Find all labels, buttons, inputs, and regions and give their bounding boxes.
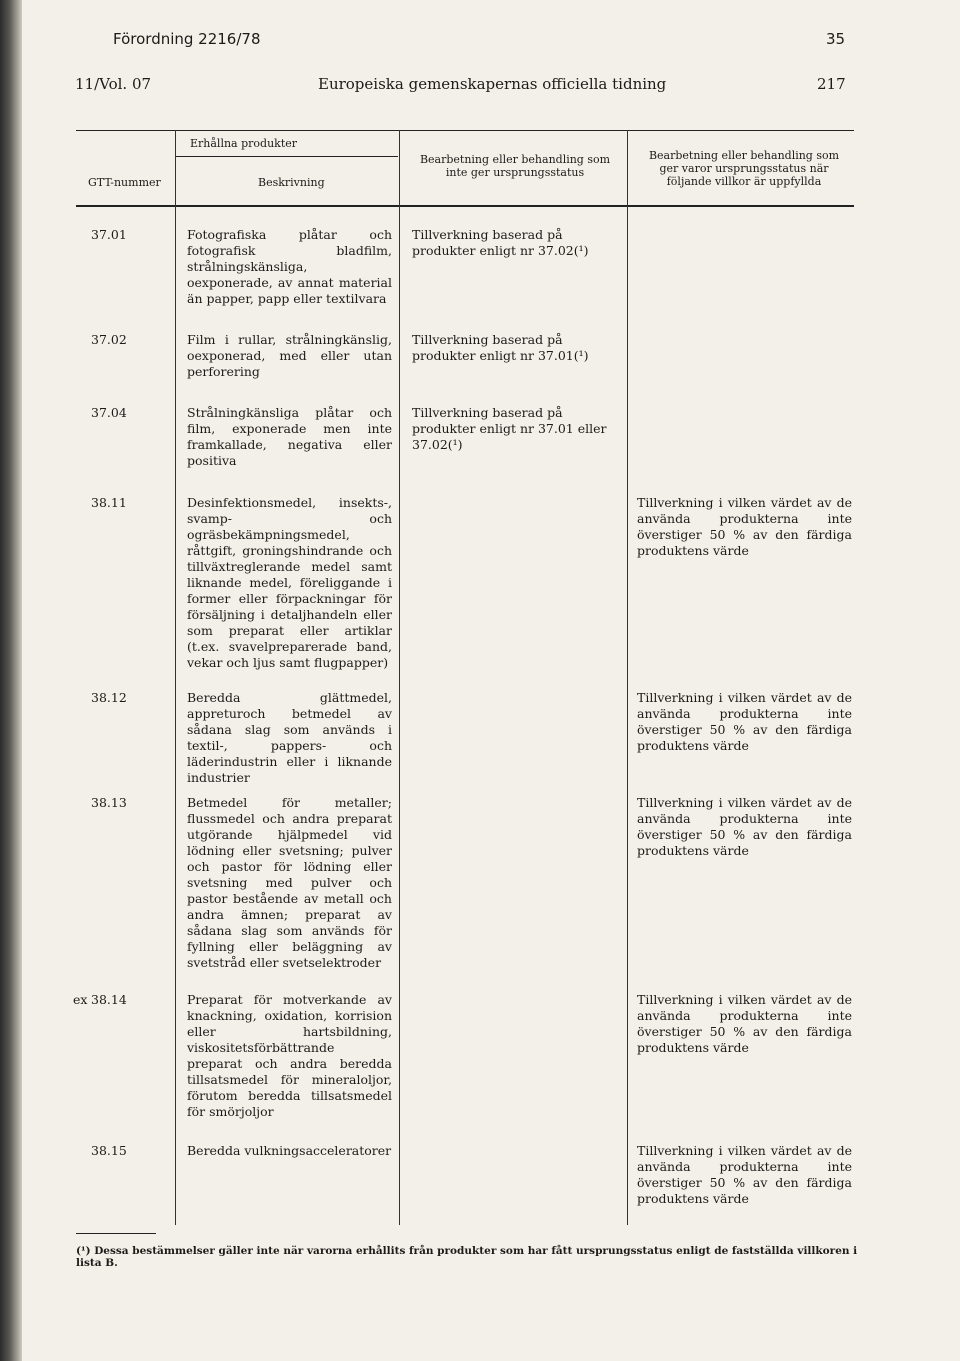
row-description: Betmedel för metaller; flussmedel och andra preparat utgörande hjälpmedel vid lödning eller svetsning; pulver och pastor för lödning eller svetsning med pulver och pastor bestående av metall och andra ämnen; preparat av sådana slag som används för fyllning eller beläggning av svetstråd eller svetselektroder — [187, 795, 392, 970]
footnote: (¹) Dessa bestämmelser gäller inte när varorna erhållits från produkter som har fått ursprungsstatus enligt de fastställda villkoren i lista B. — [76, 1245, 858, 1269]
row-col4: Tillverkning i vilken värdet av de använda produkterna inte överstiger 50 % av den färdiga produktens värde — [637, 690, 852, 753]
column-rule-2 — [399, 130, 400, 1225]
header-rule-top — [76, 130, 854, 131]
row-description: Fotografiska plåtar och fotografisk bladfilm, strålningskänsliga, oexponerade, av annat material än papper, papp eller textilvara — [187, 227, 392, 306]
row-description: Preparat för motverkande av knackning, oxidation, korrision eller hartsbildning, viskositetsförbättrande preparat och andra beredda tillsatsmedel för mineraloljor, förutom beredda tillsatsmedel för smörjoljor — [187, 992, 392, 1119]
gtt-number: 37.04 — [91, 405, 127, 420]
row-description: Desinfektionsmedel, insekts-, svamp- och ogräsbekämpningsmedel, råttgift, groningshindrande och tillväxtreglerande medel samt liknande medel, föreliggande i former eller förpackningar för försäljning i detaljhandeln eller som preparat eller artiklar (t.ex. svavelpreparerade band, vekar och ljus samt flugpapper) — [187, 495, 392, 670]
row-col3: Tillverkning baserad på produkter enligt nr 37.01 eller 37.02(¹) — [412, 405, 607, 452]
row-description: Strålningkänsliga plåtar och film, exponerade men inte framkallade, negativa eller positiva — [187, 405, 392, 468]
column-rule-3 — [627, 130, 628, 1225]
row-col3: Tillverkning baserad på produkter enligt nr 37.01(¹) — [412, 332, 589, 363]
row-col3: Tillverkning baserad på produkter enligt nr 37.02(¹) — [412, 227, 589, 258]
row-col4: Tillverkning i vilken värdet av de använda produkterna inte överstiger 50 % av den färdiga produktens värde — [637, 795, 852, 858]
page-number: 35 — [826, 30, 846, 48]
header-rule-bottom — [76, 205, 854, 207]
header-gtt: GTT-nummer — [88, 176, 161, 189]
header-col4: Bearbetning eller behandling som ger varor ursprungsstatus när följande villkor är uppfyllda — [648, 149, 840, 188]
row-col4: Tillverkning i vilken värdet av de använda produkterna inte överstiger 50 % av den färdiga produktens värde — [637, 992, 852, 1055]
journal-page: 217 — [817, 75, 846, 93]
header-group-rule — [176, 156, 398, 157]
header-description: Beskrivning — [258, 176, 325, 189]
gtt-number: 37.02 — [91, 332, 127, 347]
gtt-number: 38.13 — [91, 795, 127, 810]
scan-binding-shadow — [0, 0, 22, 1361]
row-description: Film i rullar, strålningkänslig, oexponerad, med eller utan perforering — [187, 332, 392, 379]
column-rule-1 — [175, 130, 176, 1225]
row-col4: Tillverkning i vilken värdet av de använda produkterna inte överstiger 50 % av den färdiga produktens värde — [637, 1143, 852, 1206]
gtt-number: 38.12 — [91, 690, 127, 705]
footnote-rule — [76, 1233, 156, 1234]
row-col4: Tillverkning i vilken värdet av de använda produkterna inte överstiger 50 % av den färdiga produktens värde — [637, 495, 852, 558]
ex-prefix: ex — [73, 992, 88, 1007]
header-col3: Bearbetning eller behandling som inte ger ursprungsstatus — [419, 153, 611, 179]
gtt-number: 37.01 — [91, 227, 127, 242]
running-header-left: Förordning 2216/78 — [113, 30, 261, 48]
gtt-number: 38.15 — [91, 1143, 127, 1158]
journal-volume: 11/Vol. 07 — [75, 75, 152, 93]
row-description: Beredda glättmedel, appreturoch betmedel av sådana slag som används i textil-, pappers- och läderindustrin eller i liknande industrier — [187, 690, 392, 785]
journal-title: Europeiska gemenskapernas officiella tidning — [318, 75, 667, 93]
header-group-label: Erhållna produkter — [190, 137, 298, 150]
gtt-number: 38.14 — [91, 992, 127, 1007]
row-description: Beredda vulkningsacceleratorer — [187, 1143, 392, 1158]
gtt-number: 38.11 — [91, 495, 127, 510]
